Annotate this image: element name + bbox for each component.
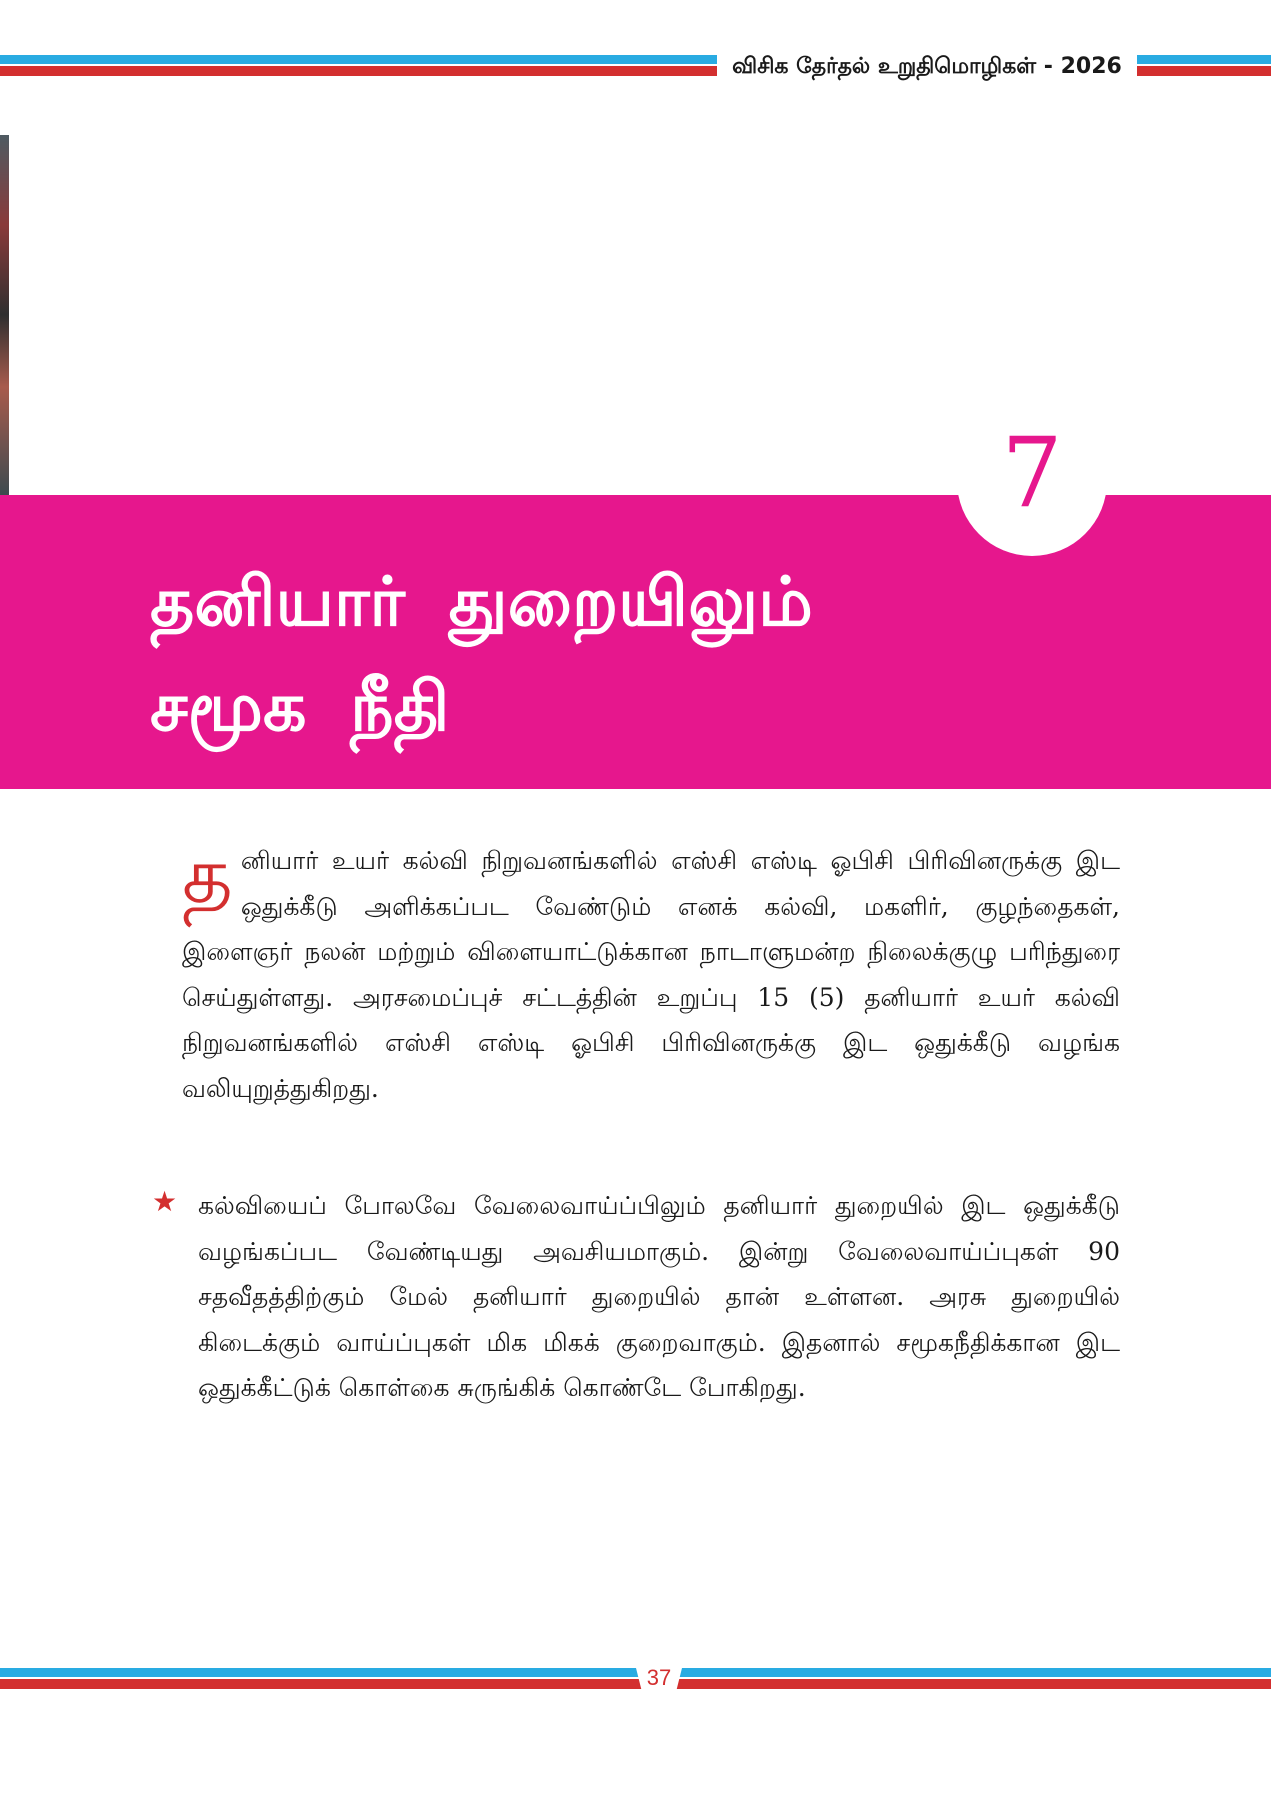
paragraph-2-text: கல்வியைப் போலவே வேலைவாய்ப்பிலும் தனியார் துறையில் இட ஒதுக்கீடு வழங்கப்பட வேண்டியது அவசியமாகும். இன்று வேலைவாய்ப்புகள் 90 சதவீதத்திற்கும் மேல் தனியார் துறையில் தான் உள்ளன. அரசு துறையில் கிடைக்கும் வாய்ப்புகள் மிக மிகக் குறைவாகும். இதனால் சமூகநீதிக்கான இட ஒதுக்கீட்டுக் கொள்கை சுருங்கிக் கொண்டே போகிறது. <box>198 1191 1120 1402</box>
running-header-title: விசிக தேர்தல் உறுதிமொழிகள் - 2026 <box>717 49 1137 85</box>
body-paragraph-2 <box>198 1183 1120 1411</box>
photo-fragment <box>0 135 9 495</box>
star-icon: ★ <box>152 1185 178 1218</box>
page-number: 37 <box>646 1665 672 1690</box>
paragraph-1-text: னியார் உயர் கல்வி நிறுவனங்களில் எஸ்சி எஸ்டி ஓபிசி பிரிவினருக்கு இட ஒதுக்கீடு அளிக்கப்பட வேண்டும் எனக் கல்வி, மகளிர், குழந்தைகள், இளைஞர் நலன் மற்றும் விளையாட்டுக்கான நாடாளுமன்ற நிலைக்குழு பரிந்துரை செய்துள்ளது. அரசமைப்புச் சட்டத்தின் உறுப்பு 15 (5) தனியார் உயர் கல்வி நிறுவனங்களில் எஸ்சி எஸ்டி ஓபிசி பிரிவினருக்கு இட ஒதுக்கீடு வழங்க வலியுறுத்துகிறது. <box>182 846 1120 1103</box>
chapter-number: 7 <box>1001 417 1063 529</box>
drop-cap: த <box>182 831 233 921</box>
body-paragraph-1 <box>182 831 1120 1111</box>
chapter-title-line-2: சமூக நீதி <box>150 668 450 747</box>
chapter-title-line-1: தனியார் துறையிலும் <box>150 563 813 642</box>
